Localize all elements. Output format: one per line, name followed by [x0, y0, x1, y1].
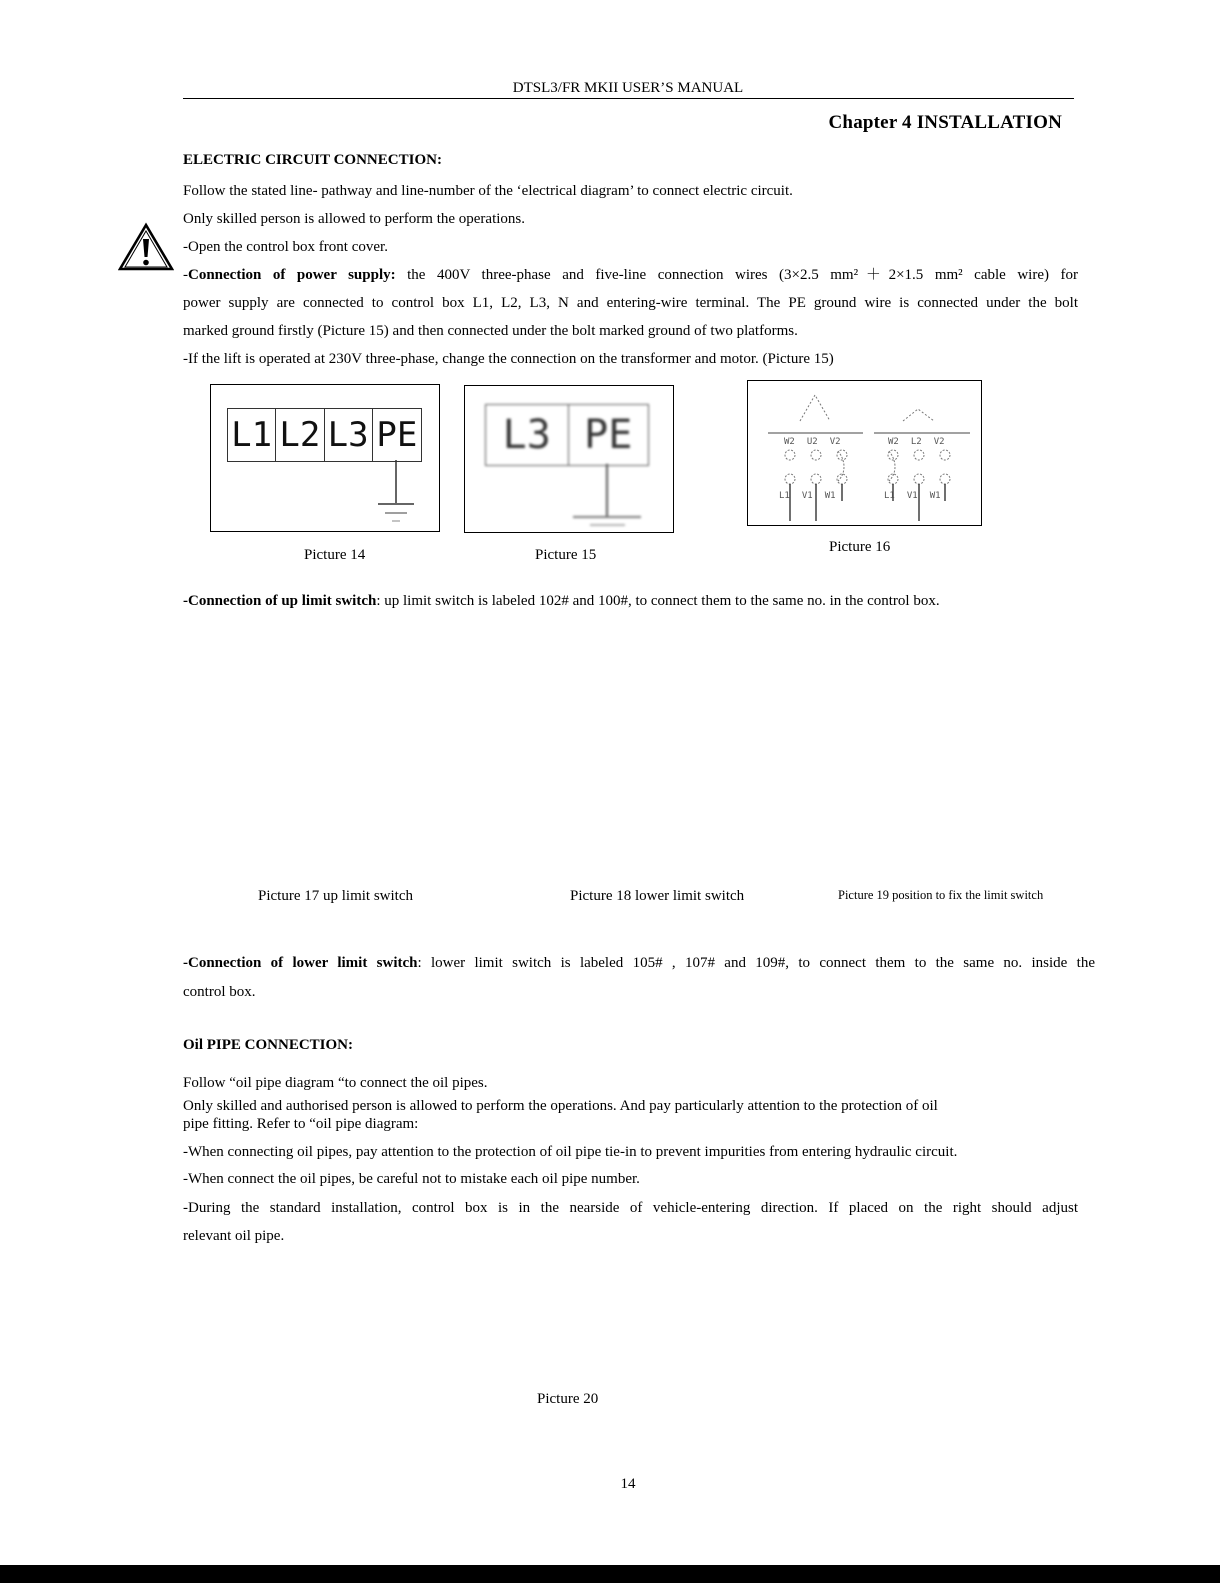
motor-wiring-diagram [748, 381, 981, 525]
terminal-label: L1 [884, 491, 895, 501]
up-limit-label: -Connection of up limit switch [183, 593, 377, 609]
picture-18-caption: Picture 18 lower limit switch [570, 888, 745, 904]
lower-limit-label: -Connection of lower limit switch [183, 955, 418, 971]
chapter-title: Chapter 4 INSTALLATION [828, 112, 1062, 133]
up-limit-text: : up limit switch is labeled 102# and 100#, to connect them to the same no. in the control box. [376, 593, 940, 609]
terminal-label: V2 [829, 437, 841, 447]
picture-14-caption: Picture 14 [304, 547, 366, 563]
lower-limit-line-1 [183, 954, 1095, 972]
picture-19-caption: Picture 19 position to fix the limit switch [838, 888, 1044, 902]
right-top-labels [888, 437, 945, 447]
picture-16-caption: Picture 16 [829, 539, 891, 555]
power-supply-line-1 [183, 266, 1078, 284]
page-number: 14 [620, 1476, 636, 1492]
terminal-label: W2 [784, 437, 795, 447]
terminal-pe: PE [376, 415, 418, 455]
terminal-label: L1 [779, 491, 790, 501]
electric-line-1: Follow the stated line- pathway and line-number of the ‘electrical diagram’ to connect electric circuit. [183, 183, 793, 199]
terminal-l3: L3 [325, 409, 373, 461]
ground-symbol-icon [211, 385, 439, 531]
lower-limit-text: : lower limit switch is labeled 105# , 107# and 109#, to connect them to the same no. inside the [417, 955, 1095, 971]
terminal-label: U2 [806, 437, 818, 447]
terminal-label: W2 [888, 437, 899, 447]
lower-limit-line-2: control box. [183, 984, 256, 1000]
oil-line-6: -During the standard installation, control box is in the nearside of vehicle-entering direction. If placed on the right should adjust [183, 1200, 1078, 1216]
terminal-label: W1 [824, 491, 836, 501]
oil-line-5: -When connect the oil pipes, be careful not to mistake each oil pipe number. [183, 1171, 640, 1187]
terminal-label: W1 [929, 491, 941, 501]
picture-16-frame [747, 380, 982, 526]
header-rule [183, 98, 1074, 99]
oil-line-3: pipe fitting. Refer to “oil pipe diagram: [183, 1116, 419, 1132]
oil-line-1: Follow “oil pipe diagram “to connect the oil pipes. [183, 1075, 488, 1091]
ground-symbol-icon [465, 386, 673, 532]
terminal-label: V2 [933, 437, 945, 447]
up-limit-line [183, 592, 940, 610]
electric-heading: ELECTRIC CIRCUIT CONNECTION: [183, 152, 442, 168]
left-bottom-labels [779, 491, 836, 501]
oil-line-2: Only skilled and authorised person is allowed to perform the operations. And pay particularly attention to the protection of oil [183, 1098, 938, 1114]
terminal-label: V1 [801, 491, 813, 501]
line-230v: -If the lift is operated at 230V three-phase, change the connection on the transformer and motor. (Picture 15) [183, 351, 834, 367]
power-supply-text: the 400V three-phase and five-line connection wires (3×2.5 mm²＋2×1.5 mm² cable wire) for [395, 267, 1078, 283]
oil-line-4: -When connecting oil pipes, pay attention to the protection of oil pipe tie-in to prevent impurities from entering hydraulic circuit. [183, 1144, 958, 1160]
terminal-label: V1 [906, 491, 918, 501]
power-prefix: - [183, 267, 188, 283]
power-supply-label: Connection of power supply: [188, 267, 396, 283]
power-supply-line-2: power supply are connected to control box L1, L2, L3, N and entering-wire terminal. The PE ground wire is connected under the bolt [183, 295, 1078, 311]
picture-14-frame [210, 384, 440, 532]
terminal-l1: L1 [228, 409, 276, 461]
picture-17-caption: Picture 17 up limit switch [258, 888, 413, 904]
oil-line-7: relevant oil pipe. [183, 1228, 285, 1244]
left-top-labels [784, 437, 841, 447]
power-supply-line-3: marked ground firstly (Picture 15) and then connected under the bolt marked ground of two platforms. [183, 323, 798, 339]
terminal-pe: PE [584, 412, 633, 458]
right-bottom-labels [884, 491, 941, 501]
manual-header-title: DTSL3/FR MKII USER’S MANUAL [512, 80, 744, 96]
electric-line-3: -Open the control box front cover. [183, 239, 388, 255]
terminal-l3: L3 [486, 405, 569, 465]
picture-15-frame [464, 385, 674, 533]
electric-line-2: Only skilled person is allowed to perform the operations. [183, 211, 526, 227]
terminal-label: L2 [910, 437, 922, 447]
oil-heading: Oil PIPE CONNECTION: [183, 1037, 354, 1053]
page-bottom-edge [0, 1565, 1220, 1583]
picture-20-caption: Picture 20 [537, 1391, 599, 1407]
picture-15-caption: Picture 15 [535, 547, 597, 563]
terminal-l2: L2 [276, 409, 324, 461]
warning-icon [118, 222, 174, 272]
